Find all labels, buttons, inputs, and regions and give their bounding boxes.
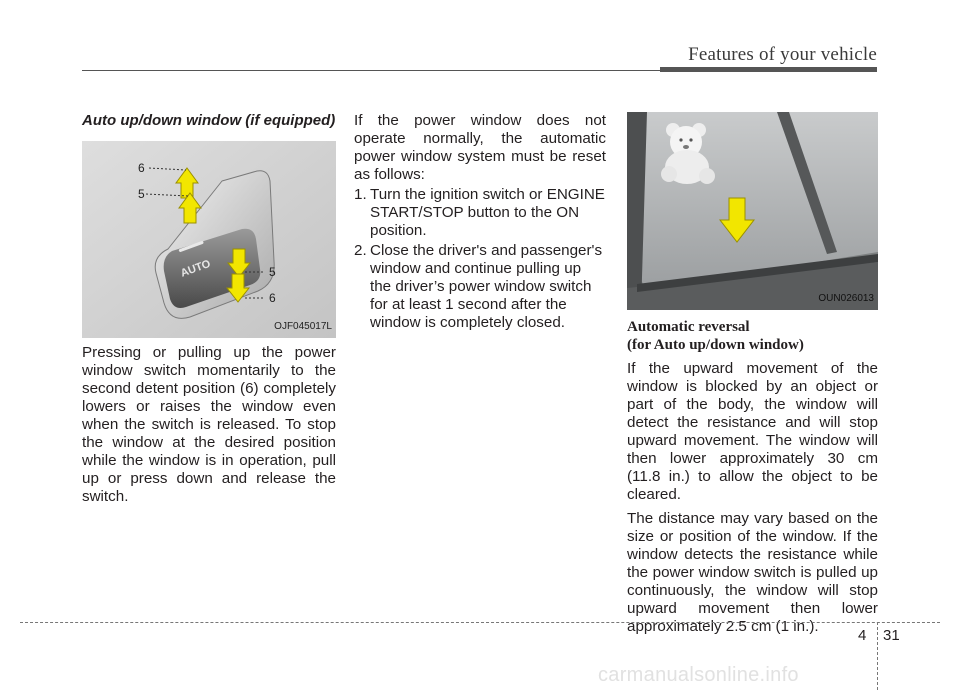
window-obstacle-figure (627, 112, 878, 310)
reset-intro-paragraph: If the power window does not operate normally, the automatic power window system must be reset as follows: (354, 112, 606, 183)
reversal-paragraph-1: If the upward movement of the window is blocked by an object or part of the body, the window will detect the resistance and will stop upward movement. The window will then lower approximately 30 cm (11.8 in.) to allow the object to be cleared. (627, 360, 878, 503)
step-text: Turn the ignition switch or ENGINE START/STOP button to the ON position. (370, 186, 605, 239)
callout-6-bottom: 6 (269, 291, 276, 305)
right-column (627, 112, 878, 636)
reversal-paragraph-2: The distance may vary based on the size or position of the window. If the window detects the resistance while the power window switch is pulled up continuously, the window will stop upward movement then lower approximately 2.5 cm (1 in.). (627, 510, 878, 635)
header-rule-thick (660, 67, 877, 72)
automatic-reversal-subheading (627, 318, 878, 354)
footer-rule (20, 622, 940, 623)
step-number: 2. (354, 242, 367, 259)
callout-5-top: 5 (138, 187, 145, 201)
left-column (82, 112, 336, 506)
page-number-divider (877, 622, 878, 690)
auto-window-paragraph: Pressing or pulling up the power window switch momentarily to the second detent position (6) completely lowers or raises the window even when the switch is released. To stop the window at the desired position while the window is in operation, pull up or press down and release the switch. (82, 344, 336, 505)
figure-code: OUN026013 (818, 293, 874, 304)
header-rule-thin (82, 70, 660, 71)
chapter-number: 4 (858, 627, 867, 644)
window-obstacle-teddy-bear-icon (627, 112, 878, 310)
watermark-text: carmanualsonline.info (598, 664, 799, 686)
step-number: 1. (354, 186, 367, 203)
callout-6-top: 6 (138, 161, 145, 175)
middle-column (354, 112, 606, 332)
power-window-switch-figure (82, 141, 336, 338)
power-window-switch-diagram-icon (82, 141, 336, 338)
switch-auto-label: AUTO (179, 257, 213, 280)
figure-code: OJF045017L (274, 321, 332, 332)
subheading-line2: (for Auto up/down window) (627, 337, 804, 353)
section-heading: Auto up/down window (if equipped) (82, 112, 336, 129)
callout-5-bottom: 5 (269, 265, 276, 279)
step-text: Close the driver's and passenger's window and continue pulling up the driver’s power window switch for at least 1 second after the window is completely closed. (370, 242, 603, 331)
page-number: 31 (883, 627, 900, 644)
list-item (354, 186, 606, 240)
page-header-title: Features of your vehicle (688, 44, 877, 65)
list-item (354, 242, 606, 332)
reset-steps-list (354, 186, 606, 332)
subheading-line1: Automatic reversal (627, 319, 750, 335)
